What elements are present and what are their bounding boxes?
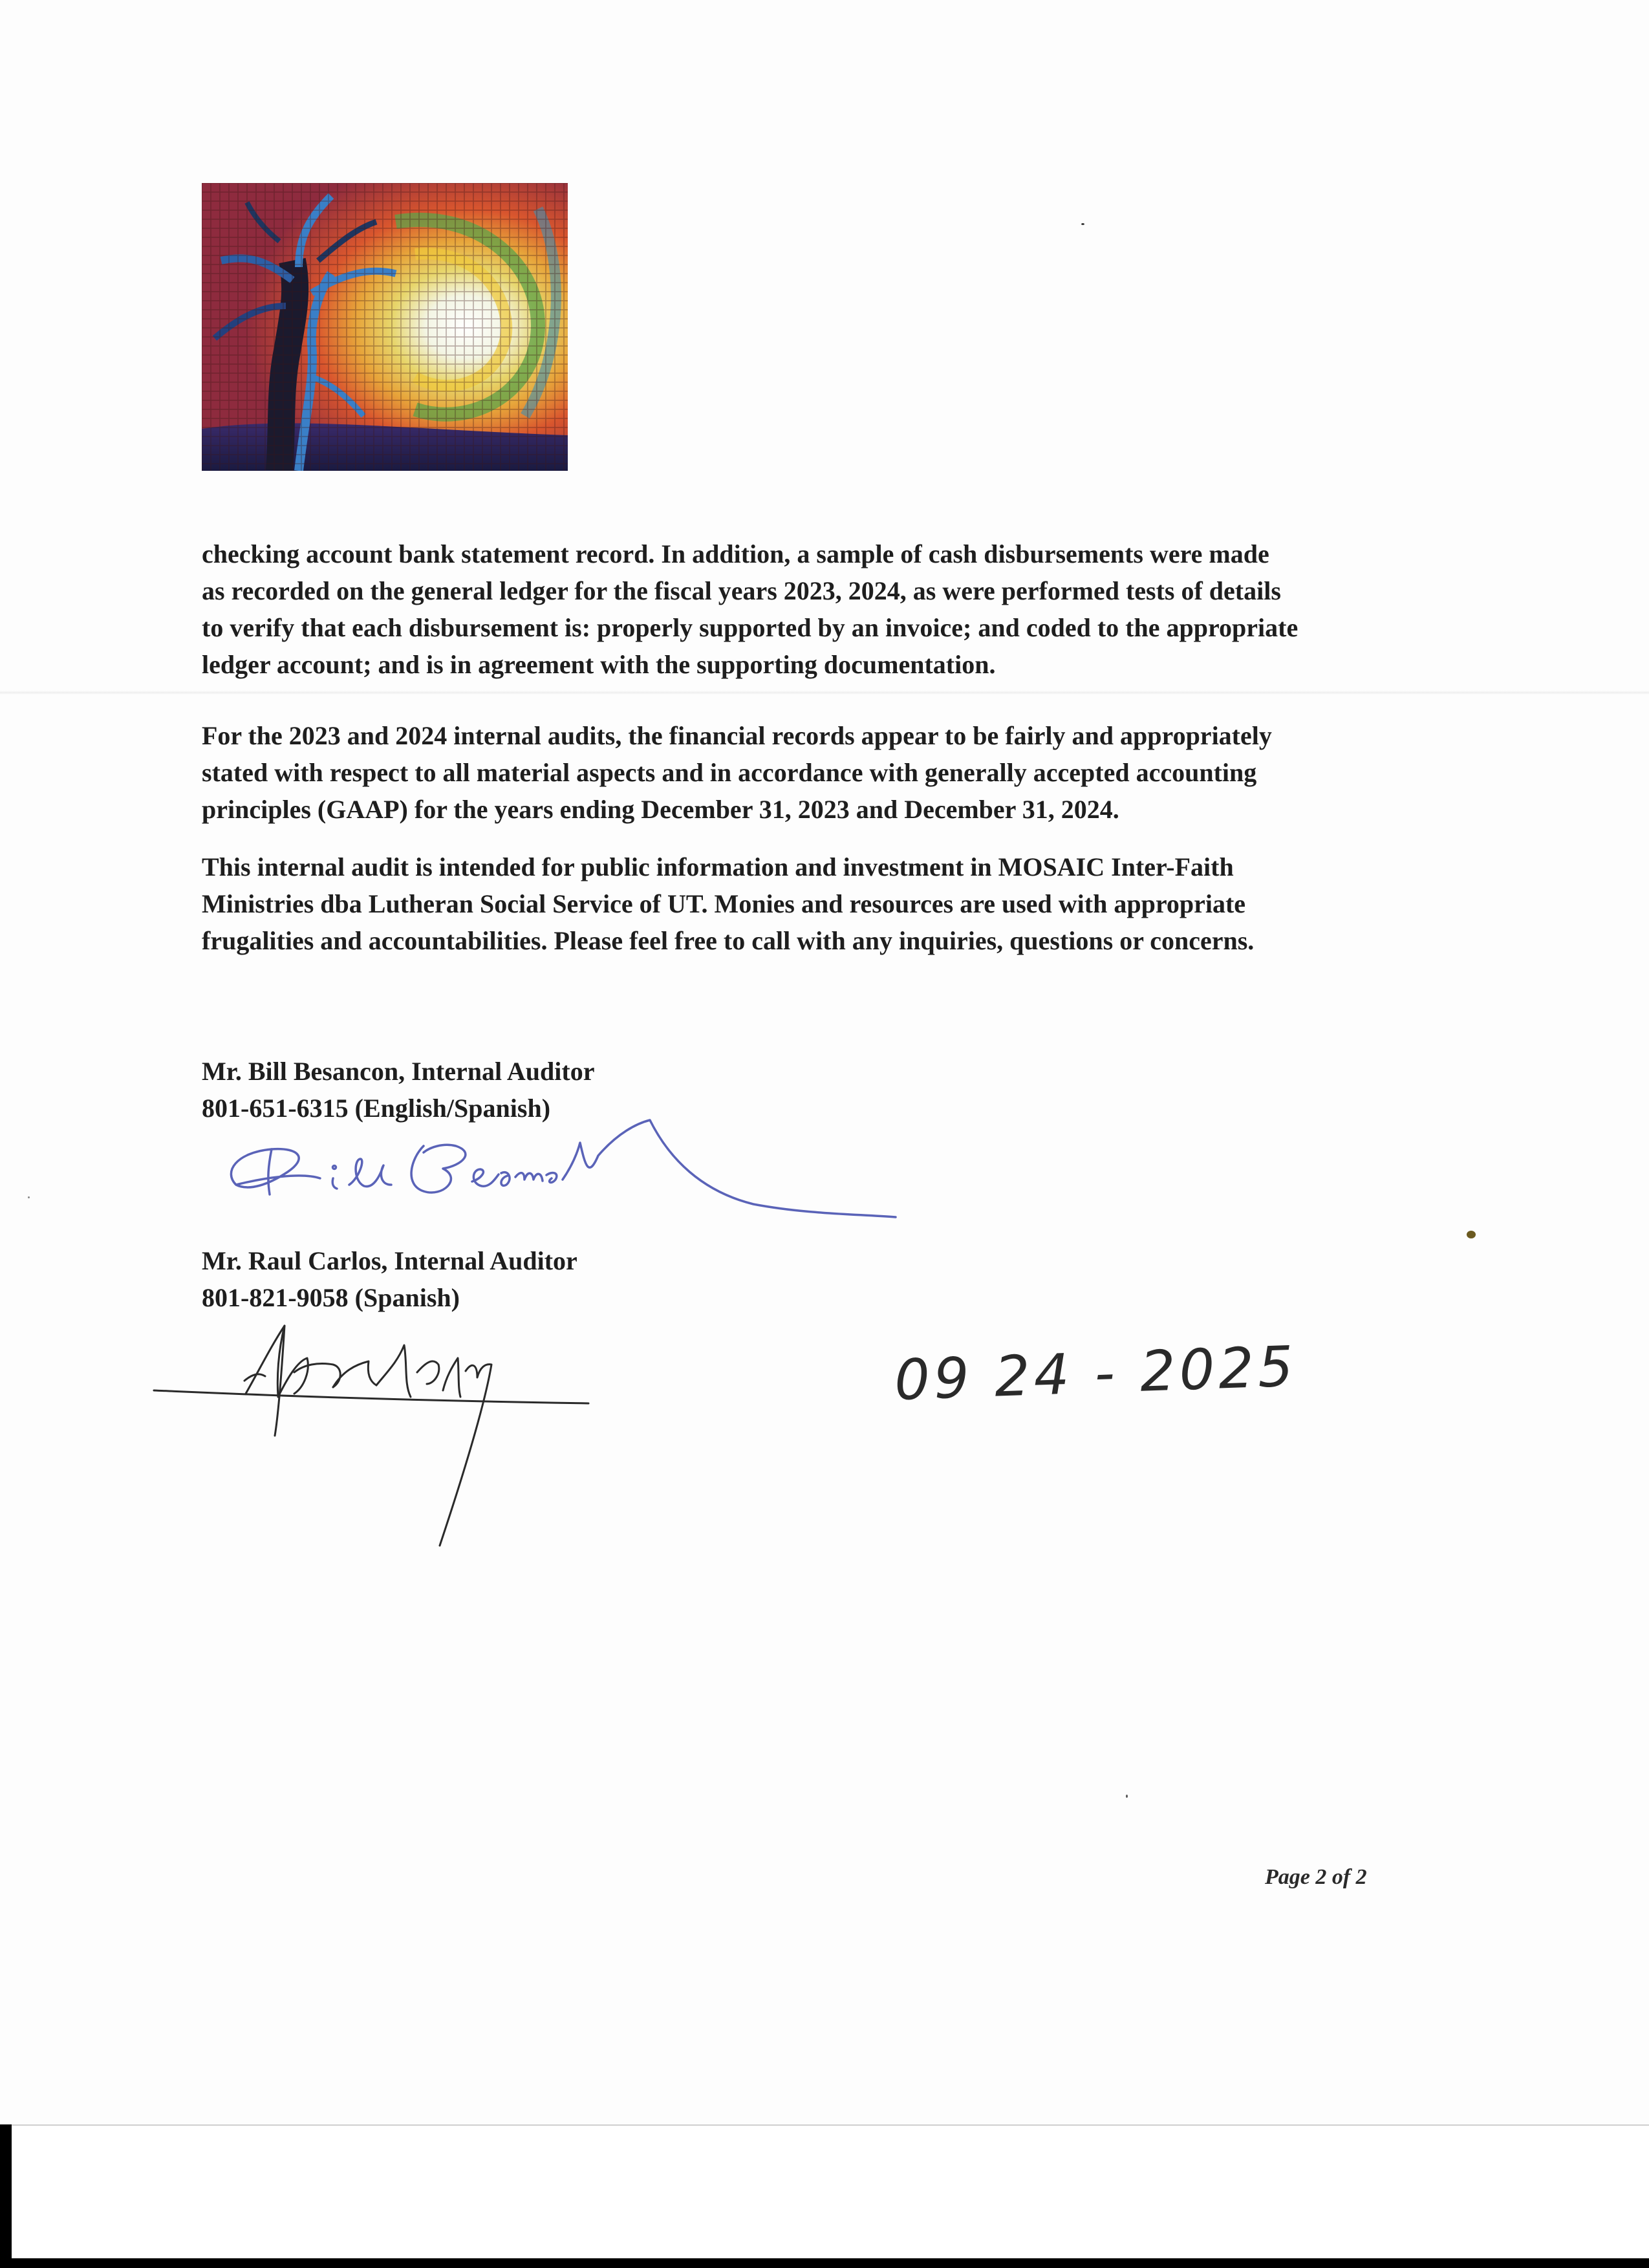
- signatory-phone: 801-821-9058 (Spanish): [202, 1283, 460, 1312]
- scan-speck: [1126, 1795, 1128, 1798]
- signatory-phone: 801-651-6315 (English/Spanish): [202, 1094, 551, 1123]
- handwritten-date: 09 24 - 2025: [893, 1334, 1299, 1413]
- paragraph-disbursement-testing: checking account bank statement record. In addition, a sample of cash disbursements were made as recorded on the general ledger for the fiscal years 2023, 2024, as were performed tests of details to verify that each disbursement is: properly supported by an invoice; and coded to the appropriate ledger account; and is in agreement with the supporting documentation.: [202, 539, 1299, 679]
- scan-speck: [1467, 1231, 1476, 1238]
- page-number: Page 2 of 2: [1265, 1865, 1367, 1889]
- signatory-name-title: Mr. Raul Carlos, Internal Auditor: [202, 1246, 577, 1275]
- paper-fold-line: [0, 691, 1649, 695]
- scan-speck: [28, 1196, 30, 1198]
- paragraph-public-information: This internal audit is intended for public information and investment in MOSAIC Inter-Faith Ministries dba Lutheran Social Service of UT. Monies and resources are used with appropriate frugalities and accountabilities. Please feel free to call with any inquiries, questions or concerns.: [202, 852, 1255, 955]
- signature-raul-carlos: [149, 1300, 601, 1559]
- paragraph-audit-opinion: For the 2023 and 2024 internal audits, the financial records appear to be fairly and appropriately stated with respect to all material aspects and in accordance with generally accepted accounting principles (GAAP) for the years ending December 31, 2023 and December 31, 2024.: [202, 721, 1272, 824]
- scan-speck: [1081, 223, 1084, 225]
- signature-bill-besancon: [210, 1107, 1031, 1237]
- scan-backing: [12, 2124, 1649, 2258]
- mosaic-tree-swirl-image: [202, 183, 568, 471]
- signatory-name-title: Mr. Bill Besancon, Internal Auditor: [202, 1057, 595, 1086]
